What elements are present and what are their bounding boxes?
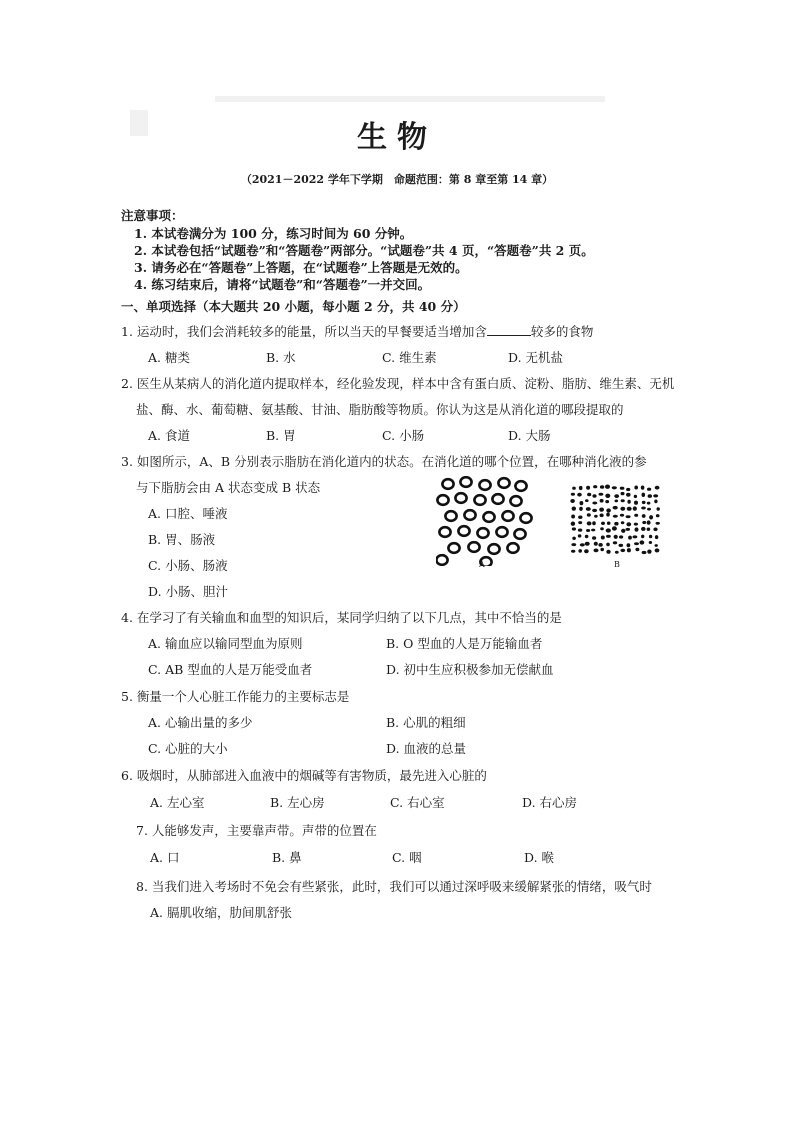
- figure-label-b: B: [614, 560, 620, 569]
- fat-droplet-small: [587, 493, 591, 497]
- fat-droplet-small: [640, 540, 645, 544]
- fat-droplet-small: [614, 494, 619, 498]
- fat-droplet-small: [606, 535, 611, 538]
- fat-droplet-small: [627, 543, 631, 547]
- question-3-stem: 3. 如图所示，A、B 分别表示脂肪在消化道内的状态。在消化道的哪个位置，在哪种消化液的参: [121, 454, 647, 469]
- question-1-stem: [121, 322, 593, 340]
- fat-droplet-large: [515, 481, 526, 491]
- fat-droplet-small: [572, 527, 576, 530]
- option-b: B. 胃、肠液: [148, 532, 216, 547]
- fat-droplet-small: [594, 542, 598, 546]
- fat-droplet-small: [627, 500, 630, 504]
- fat-droplet-small: [653, 494, 658, 497]
- fat-droplet-small: [647, 502, 651, 505]
- fat-droplet-large: [498, 478, 509, 488]
- fat-droplet-small: [642, 514, 646, 518]
- fat-droplet-large: [507, 543, 518, 553]
- fat-droplet-small: [599, 493, 604, 496]
- fat-droplet-small: [649, 515, 653, 519]
- fat-droplet-small: [601, 522, 605, 525]
- fat-droplet-small: [594, 515, 598, 518]
- fat-droplet-large: [477, 528, 488, 538]
- question-3-stem: 与下脂肪会由 A 状态变成 B 状态: [136, 480, 321, 495]
- fat-droplet-small: [647, 528, 651, 531]
- option-c: C. 咽: [392, 850, 422, 865]
- option-c: C. AB 型血的人是万能受血者: [148, 662, 313, 677]
- fat-droplet-small: [600, 548, 604, 551]
- scan-smudge: [215, 96, 605, 102]
- fat-droplet-small: [626, 522, 631, 526]
- fat-droplet-large: [474, 495, 485, 505]
- option-b: B. 水: [266, 350, 296, 365]
- fat-droplet-large: [488, 544, 499, 554]
- fat-droplet-small: [606, 513, 610, 517]
- fat-droplet-small: [626, 493, 631, 497]
- fat-droplet-small: [572, 487, 576, 490]
- option-a: A. 食道: [148, 428, 190, 443]
- fat-droplet-small: [586, 507, 591, 511]
- question-2-stem: 2. 医生从某病人的消化道内提取样本，经化验发现，样本中含有蛋白质、淀粉、脂肪、维生素、无机: [121, 376, 675, 391]
- fat-droplet-small: [649, 541, 652, 544]
- fat-droplet-small: [626, 488, 630, 491]
- fat-droplet-small: [642, 501, 646, 504]
- notice-item: 2. 本试卷包括“试题卷”和“答题卷”两部分。“试题卷”共 4 页，“答题卷”共 2 页。: [134, 243, 594, 258]
- fat-droplet-small: [656, 514, 660, 517]
- fat-droplet-large: [492, 494, 503, 504]
- fat-droplet-small: [615, 500, 619, 503]
- fat-droplet-small: [641, 527, 646, 531]
- fat-droplet-small: [600, 514, 604, 518]
- option-a: A. 心输出量的多少: [148, 715, 253, 730]
- fat-droplet-small: [647, 508, 651, 511]
- fat-droplet-small: [579, 486, 583, 490]
- fat-droplet-small: [615, 551, 619, 554]
- option-a: A. 口: [150, 850, 180, 865]
- question-4-stem: 4. 在学习了有关输血和血型的知识后，某同学归纳了以下几点，其中不恰当的是: [121, 610, 562, 625]
- option-c: C. 心脏的大小: [148, 741, 228, 756]
- fat-droplet-small: [587, 513, 591, 516]
- fat-droplet-small: [580, 543, 585, 546]
- fat-droplet-small: [607, 522, 611, 525]
- fat-droplet-large: [464, 510, 475, 520]
- fat-droplet-small: [641, 507, 646, 510]
- fat-droplet-small: [633, 506, 637, 510]
- question-5-stem: 5. 衡量一个人心脏工作能力的主要标志是: [121, 689, 350, 704]
- fat-droplet-small: [655, 486, 660, 490]
- fat-droplet-small: [600, 527, 604, 530]
- fat-droplet-small: [647, 520, 651, 524]
- fat-droplet-large: [437, 495, 448, 505]
- fat-droplet-large: [460, 477, 471, 487]
- fat-droplet-small: [572, 507, 576, 511]
- fat-droplet-large: [510, 496, 521, 506]
- option-b: B. O 型血的人是万能输血者: [386, 636, 543, 651]
- option-d: D. 小肠、胆汁: [148, 584, 229, 599]
- fat-droplet-small: [578, 529, 582, 532]
- option-b: B. 左心房: [270, 795, 325, 810]
- fat-droplet-large: [496, 527, 507, 537]
- fat-droplet-small: [655, 548, 660, 552]
- fat-droplet-small: [592, 502, 597, 505]
- fat-droplet-large: [502, 511, 513, 521]
- question-6-stem: 6. 吸烟时，从肺部进入血液中的烟碱等有害物质，最先进入心脏的: [121, 768, 487, 783]
- option-d: D. 大肠: [508, 428, 551, 443]
- fat-droplet-small: [649, 535, 652, 539]
- option-b: B. 胃: [266, 428, 296, 443]
- fat-droplets-figure-b: [570, 484, 662, 556]
- fat-droplet-small: [586, 529, 590, 532]
- fat-droplet-small: [614, 522, 618, 526]
- fat-droplet-small: [613, 515, 618, 518]
- option-b: B. 心肌的粗细: [386, 715, 466, 730]
- fat-droplet-small: [571, 522, 575, 526]
- fat-droplet-small: [586, 486, 590, 490]
- fat-droplet-small: [634, 514, 638, 517]
- fat-droplet-large: [436, 555, 447, 565]
- fat-droplet-large: [468, 542, 479, 552]
- fat-droplet-small: [627, 507, 632, 511]
- notice-item: 4. 练习结束后，请将“试题卷”和“答题卷”一并交回。: [134, 277, 431, 292]
- fat-droplet-small: [641, 486, 645, 490]
- fat-droplet-small: [591, 529, 595, 532]
- fat-droplet-large: [439, 527, 450, 537]
- fat-droplet-small: [626, 515, 631, 518]
- question-stem-part: 较多的食物: [530, 324, 594, 339]
- fat-droplet-small: [620, 514, 624, 517]
- fat-droplet-small: [579, 507, 583, 511]
- answer-blank: [487, 324, 531, 336]
- section-heading: 一、单项选择（本大题共 20 小题，每小题 2 分，共 40 分）: [121, 299, 466, 314]
- fat-droplet-small: [571, 515, 575, 519]
- option-c: C. 小肠、肠液: [148, 558, 228, 573]
- fat-droplet-small: [621, 529, 625, 533]
- fat-droplet-small: [600, 499, 604, 503]
- fat-droplet-small: [585, 499, 589, 502]
- fat-droplet-small: [585, 535, 589, 538]
- fat-droplet-small: [621, 521, 625, 524]
- fat-droplet-small: [571, 493, 575, 496]
- fat-droplet-small: [612, 486, 617, 489]
- fat-droplet-small: [648, 494, 652, 498]
- fat-droplet-small: [634, 542, 639, 545]
- fat-droplet-small: [657, 507, 660, 510]
- fat-droplet-small: [578, 534, 582, 537]
- fat-droplet-large: [514, 529, 525, 539]
- fat-droplet-small: [572, 537, 576, 540]
- option-d: D. 喉: [524, 850, 555, 865]
- fat-droplet-small: [580, 501, 584, 505]
- fat-droplet-small: [594, 549, 599, 553]
- fat-droplet-small: [620, 507, 625, 511]
- fat-droplet-small: [621, 492, 625, 495]
- option-d: D. 初中生应积极参加无偿献血: [386, 662, 554, 677]
- fat-droplet-small: [577, 493, 582, 497]
- fat-droplet-small: [642, 521, 646, 524]
- option-a: A. 糖类: [148, 350, 190, 365]
- fat-droplet-small: [620, 549, 625, 552]
- fat-droplet-small: [635, 548, 639, 551]
- fat-droplet-small: [571, 550, 575, 553]
- notice-heading: 注意事项：: [121, 208, 184, 223]
- option-c: C. 维生素: [382, 350, 437, 365]
- fat-droplet-large: [520, 513, 531, 523]
- fat-droplet-small: [634, 495, 637, 498]
- fat-droplet-small: [656, 522, 660, 525]
- fat-droplet-large: [448, 543, 459, 553]
- option-d: D. 血液的总量: [386, 741, 467, 756]
- fat-droplet-small: [612, 526, 617, 530]
- fat-droplet-small: [634, 523, 638, 526]
- fat-droplet-large: [442, 479, 453, 489]
- option-c: C. 右心室: [390, 795, 445, 810]
- fat-droplet-small: [585, 542, 590, 546]
- fat-droplet-small: [606, 543, 610, 547]
- notice-item: 3. 请务必在“答题卷”上答题，在“试题卷”上答题是无效的。: [134, 260, 468, 275]
- fat-droplet-small: [619, 535, 623, 538]
- fat-droplet-small: [592, 509, 597, 512]
- fat-droplet-large: [455, 493, 466, 503]
- fat-droplet-small: [592, 536, 596, 540]
- fat-droplet-small: [570, 499, 575, 503]
- fat-droplet-small: [642, 493, 646, 497]
- fat-droplet-small: [642, 551, 647, 554]
- fat-droplet-small: [653, 528, 657, 532]
- question-2-stem: 盐、酶、水、葡萄糖、氨基酸、甘油、脂肪酸等物质。你认为这是从消化道的哪段提取的: [136, 402, 624, 417]
- fat-droplet-small: [613, 541, 617, 544]
- fat-droplet-small: [598, 543, 602, 547]
- fat-droplet-small: [600, 485, 604, 489]
- option-a: A. 口腔、唾液: [148, 506, 228, 521]
- fat-droplet-small: [626, 528, 631, 531]
- fat-droplet-small: [647, 550, 651, 554]
- option-a: A. 左心室: [150, 795, 205, 810]
- question-8-stem: 8. 当我们进入考场时不免会有些紧张，此时，我们可以通过深呼吸来缓解紧张的情绪，吸气时: [136, 879, 652, 894]
- fat-droplet-small: [605, 494, 610, 498]
- fat-droplet-small: [647, 488, 651, 491]
- fat-droplet-small: [633, 535, 638, 538]
- option-d: D. 无机盐: [508, 350, 564, 365]
- fat-droplet-large: [479, 480, 490, 490]
- fat-droplet-small: [655, 544, 658, 547]
- option-b: B. 鼻: [272, 850, 302, 865]
- fat-droplet-small: [627, 548, 631, 552]
- question-7-stem: 7. 人能够发声，主要靠声带。声带的位置在: [136, 823, 377, 838]
- option-a: A. 膈肌收缩，肋间肌舒张: [150, 905, 292, 920]
- option-a: A. 输血应以输同型血为原则: [148, 636, 303, 651]
- notice-item: 1. 本试卷满分为 100 分，练习时间为 60 分钟。: [134, 226, 413, 241]
- fat-droplet-small: [601, 536, 605, 540]
- option-d: D. 右心房: [522, 795, 578, 810]
- fat-droplet-small: [619, 544, 624, 547]
- fat-droplet-small: [587, 521, 592, 525]
- fat-droplet-small: [628, 536, 632, 540]
- page-subtitle: （2021－2022 学年下学期 命题范围：第 8 章至第 14 章）: [240, 173, 554, 186]
- fat-droplet-small: [606, 508, 611, 512]
- fat-droplet-small: [635, 527, 639, 531]
- fat-droplet-large: [458, 526, 469, 536]
- fat-droplet-small: [655, 535, 658, 539]
- option-c: C. 小肠: [382, 428, 425, 443]
- fat-droplet-small: [613, 506, 618, 510]
- fat-droplet-small: [592, 494, 596, 498]
- fat-droplets-figure-a: [436, 476, 536, 566]
- fat-droplet-small: [634, 501, 638, 505]
- figure-label-a: A: [479, 560, 485, 569]
- fat-droplet-small: [578, 516, 582, 519]
- question-stem-part: 1. 运动时，我们会消耗较多的能量，所以当天的早餐要适当增加含: [121, 324, 487, 339]
- fat-droplet-small: [621, 499, 625, 502]
- fat-droplet-small: [634, 486, 638, 490]
- fat-droplet-small: [606, 528, 611, 532]
- fat-droplet-large: [483, 512, 494, 522]
- fat-droplet-small: [641, 535, 644, 539]
- fat-droplet-small: [599, 508, 604, 512]
- fat-droplet-small: [614, 535, 618, 539]
- fat-droplet-small: [606, 550, 610, 554]
- fat-droplet-small: [578, 549, 582, 553]
- fat-droplet-small: [593, 485, 597, 488]
- fat-droplet-small: [578, 521, 582, 524]
- fat-droplet-small: [654, 500, 657, 504]
- fat-droplet-large: [445, 511, 456, 521]
- fat-droplet-small: [584, 549, 589, 553]
- page-title: 生物: [357, 120, 437, 155]
- fat-droplet-small: [620, 487, 625, 490]
- fat-droplet-small: [605, 485, 610, 489]
- fat-droplet-small: [605, 500, 609, 503]
- fat-droplet-small: [592, 521, 596, 525]
- fat-droplet-small: [571, 543, 576, 546]
